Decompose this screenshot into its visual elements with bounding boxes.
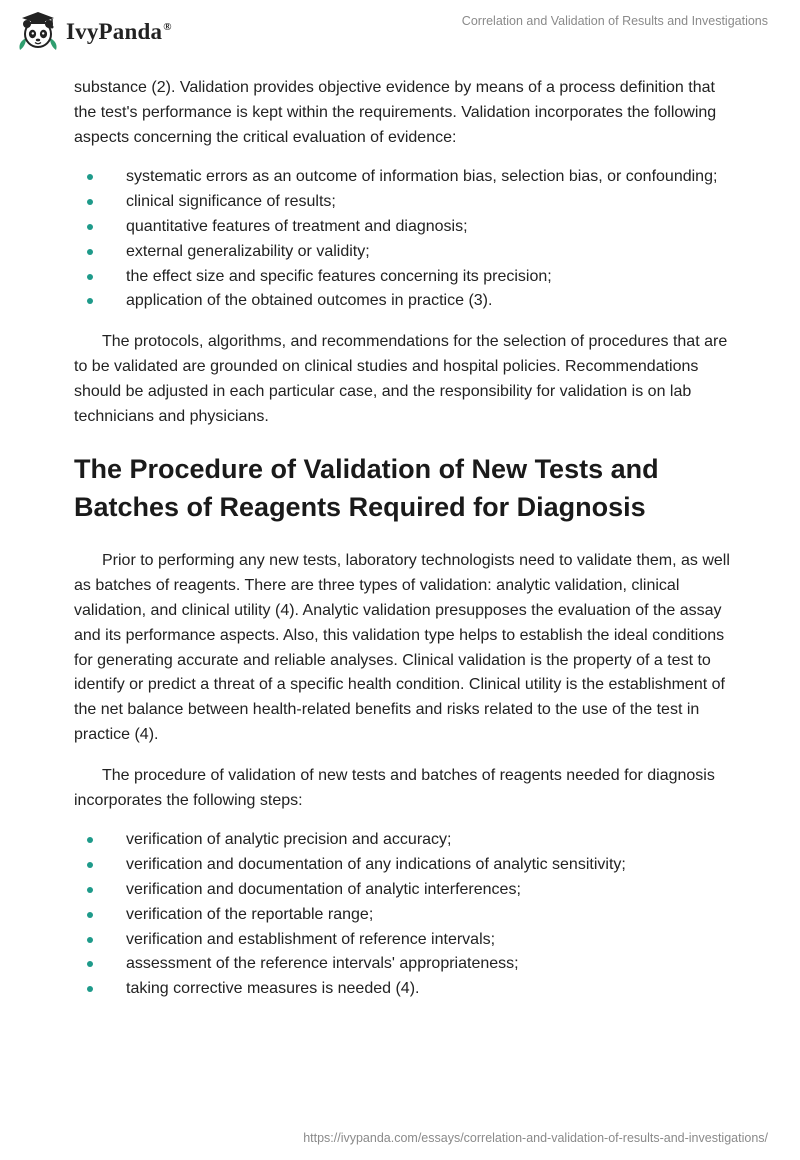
section-heading: The Procedure of Validation of New Tests and Batches of Reagents Required for Diagnosis bbox=[74, 454, 659, 523]
bullet-dot-icon bbox=[87, 199, 93, 205]
list-item: clinical significance of results; bbox=[74, 190, 734, 215]
paragraph-4: The procedure of validation of new tests and batches of reagents needed for diagnosis incorporates the following steps: bbox=[74, 766, 715, 809]
list-item: verification and documentation of analytic interferences; bbox=[74, 878, 734, 903]
bullet-dot-icon bbox=[87, 986, 93, 992]
bullet-dot-icon bbox=[87, 298, 93, 304]
bullet-dot-icon bbox=[87, 862, 93, 868]
bullet-dot-icon bbox=[87, 887, 93, 893]
list-item: the effect size and specific features concerning its precision; bbox=[74, 265, 734, 290]
bullet-list-2 bbox=[74, 828, 734, 1002]
paragraph-3: Prior to performing any new tests, laboratory technologists need to validate them, as well as batches of reagents. There are three types of validation: analytic validation, clinical validation, and clinical utility (4). Analytic validation presupposes the evaluation of the assay and its performance aspects. Also, this validation type helps to establish the ideal conditions for generating accurate and reliable analyses. Clinical validation is the property of a test to identify or predict a threat of a specific health condition. Clinical utility is the establishment of the net balance between health-related benefits and risks related to the use of the test in practice (4). bbox=[74, 552, 730, 743]
page-header bbox=[0, 0, 800, 70]
paragraph-1: substance (2). Validation provides objective evidence by means of a process definition that the test's performance is kept within the requirements. Validation incorporates the following aspects concerning the critical evaluation of evidence: bbox=[74, 79, 717, 146]
bullet-list-1 bbox=[74, 165, 734, 314]
list-item: quantitative features of treatment and diagnosis; bbox=[74, 215, 734, 240]
bullet-dot-icon bbox=[87, 937, 93, 943]
list-item: assessment of the reference intervals' appropriateness; bbox=[74, 952, 734, 977]
brand-name: IvyPanda® bbox=[66, 19, 172, 44]
ivypanda-logo[interactable] bbox=[16, 10, 172, 54]
list-item: application of the obtained outcomes in practice (3). bbox=[74, 289, 734, 314]
list-item: external generalizability or validity; bbox=[74, 240, 734, 265]
list-item: verification of analytic precision and accuracy; bbox=[74, 828, 734, 853]
bullet-dot-icon bbox=[87, 174, 93, 180]
bullet-dot-icon bbox=[87, 274, 93, 280]
bullet-dot-icon bbox=[87, 837, 93, 843]
paragraph-2: The protocols, algorithms, and recommendations for the selection of procedures that are to be validated are grounded on clinical studies and hospital policies. Recommendations should be adjusted in each particular case, and the responsibility for validation is on lab technicians and physicians. bbox=[74, 333, 728, 425]
list-item: verification and documentation of any indications of analytic sensitivity; bbox=[74, 853, 734, 878]
source-url-link[interactable]: https://ivypanda.com/essays/correlation-and-validation-of-results-and-investigations/ bbox=[303, 1131, 768, 1145]
bullet-dot-icon bbox=[87, 249, 93, 255]
bullet-dot-icon bbox=[87, 224, 93, 230]
panda-graduate-icon bbox=[16, 10, 60, 54]
list-item: verification and establishment of reference intervals; bbox=[74, 928, 734, 953]
bullet-dot-icon bbox=[87, 912, 93, 918]
list-item: systematic errors as an outcome of information bias, selection bias, or confounding; bbox=[74, 165, 734, 190]
list-item: verification of the reportable range; bbox=[74, 903, 734, 928]
document-title: Correlation and Validation of Results and Investigations bbox=[461, 14, 768, 28]
list-item: taking corrective measures is needed (4). bbox=[74, 977, 734, 1002]
article-body bbox=[74, 76, 734, 1002]
bullet-dot-icon bbox=[87, 961, 93, 967]
